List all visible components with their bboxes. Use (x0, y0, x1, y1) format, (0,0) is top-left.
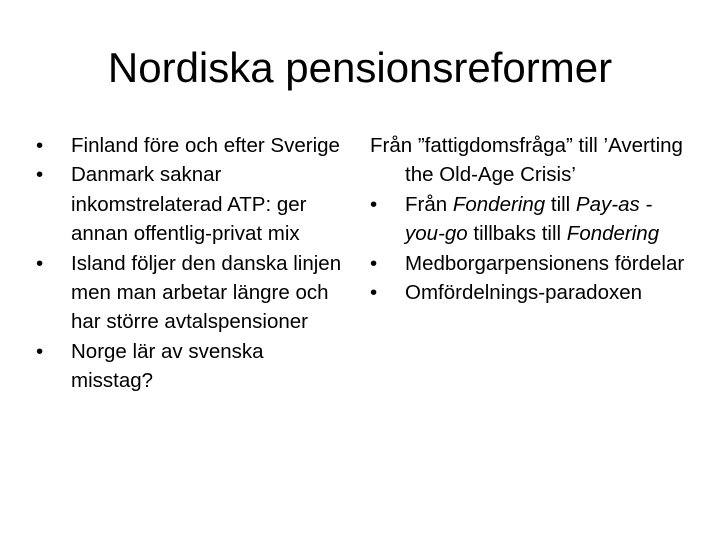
text-segment: Från (405, 192, 453, 216)
list-item (36, 160, 346, 248)
text-segment-italic: Fondering (452, 192, 546, 216)
list-item (370, 249, 690, 278)
text-segment-italic: Pay-as -you-go (405, 192, 653, 246)
text-segment: tillbaks till (467, 222, 567, 246)
list-item (36, 131, 346, 160)
list-item (370, 190, 690, 249)
list-item (36, 249, 346, 337)
bullet-icon: • (36, 134, 44, 157)
list-item-text: Omfördelnings-paradoxen (405, 281, 643, 305)
list-item-text: Island följer den danska linjen men man arbetar längre och har större avtalspensioner (71, 251, 342, 334)
bullet-icon: • (370, 192, 378, 216)
left-bullet-list (36, 131, 346, 396)
bullet-icon: • (370, 281, 378, 305)
list-item-text: Danmark saknar inkomstrelaterad ATP: ger annan offentlig-privat mix (71, 163, 307, 246)
list-item-text (405, 193, 659, 245)
bullet-icon: • (36, 339, 44, 363)
right-column (370, 131, 690, 307)
text-segment-italic: Fondering (566, 222, 660, 246)
right-bullet-list (370, 190, 690, 308)
list-item (36, 337, 346, 396)
list-item-text: Norge lär av svenska misstag? (71, 339, 264, 393)
text-segment: till (545, 192, 576, 216)
list-item (370, 278, 690, 307)
list-item-text: Medborgarpensionens fördelar (405, 251, 685, 275)
left-column (36, 131, 346, 396)
bullet-icon: • (370, 251, 378, 275)
list-item-text: Finland före och efter Sverige (71, 134, 340, 157)
bullet-icon: • (36, 251, 44, 275)
bullet-icon: • (36, 163, 44, 187)
right-column-lead-text: Från ”fattigdomsfråga” till ’Averting the Old-Age Crisis’ (370, 134, 683, 187)
slide-title: Nordiska pensionsreformer (107, 44, 613, 91)
